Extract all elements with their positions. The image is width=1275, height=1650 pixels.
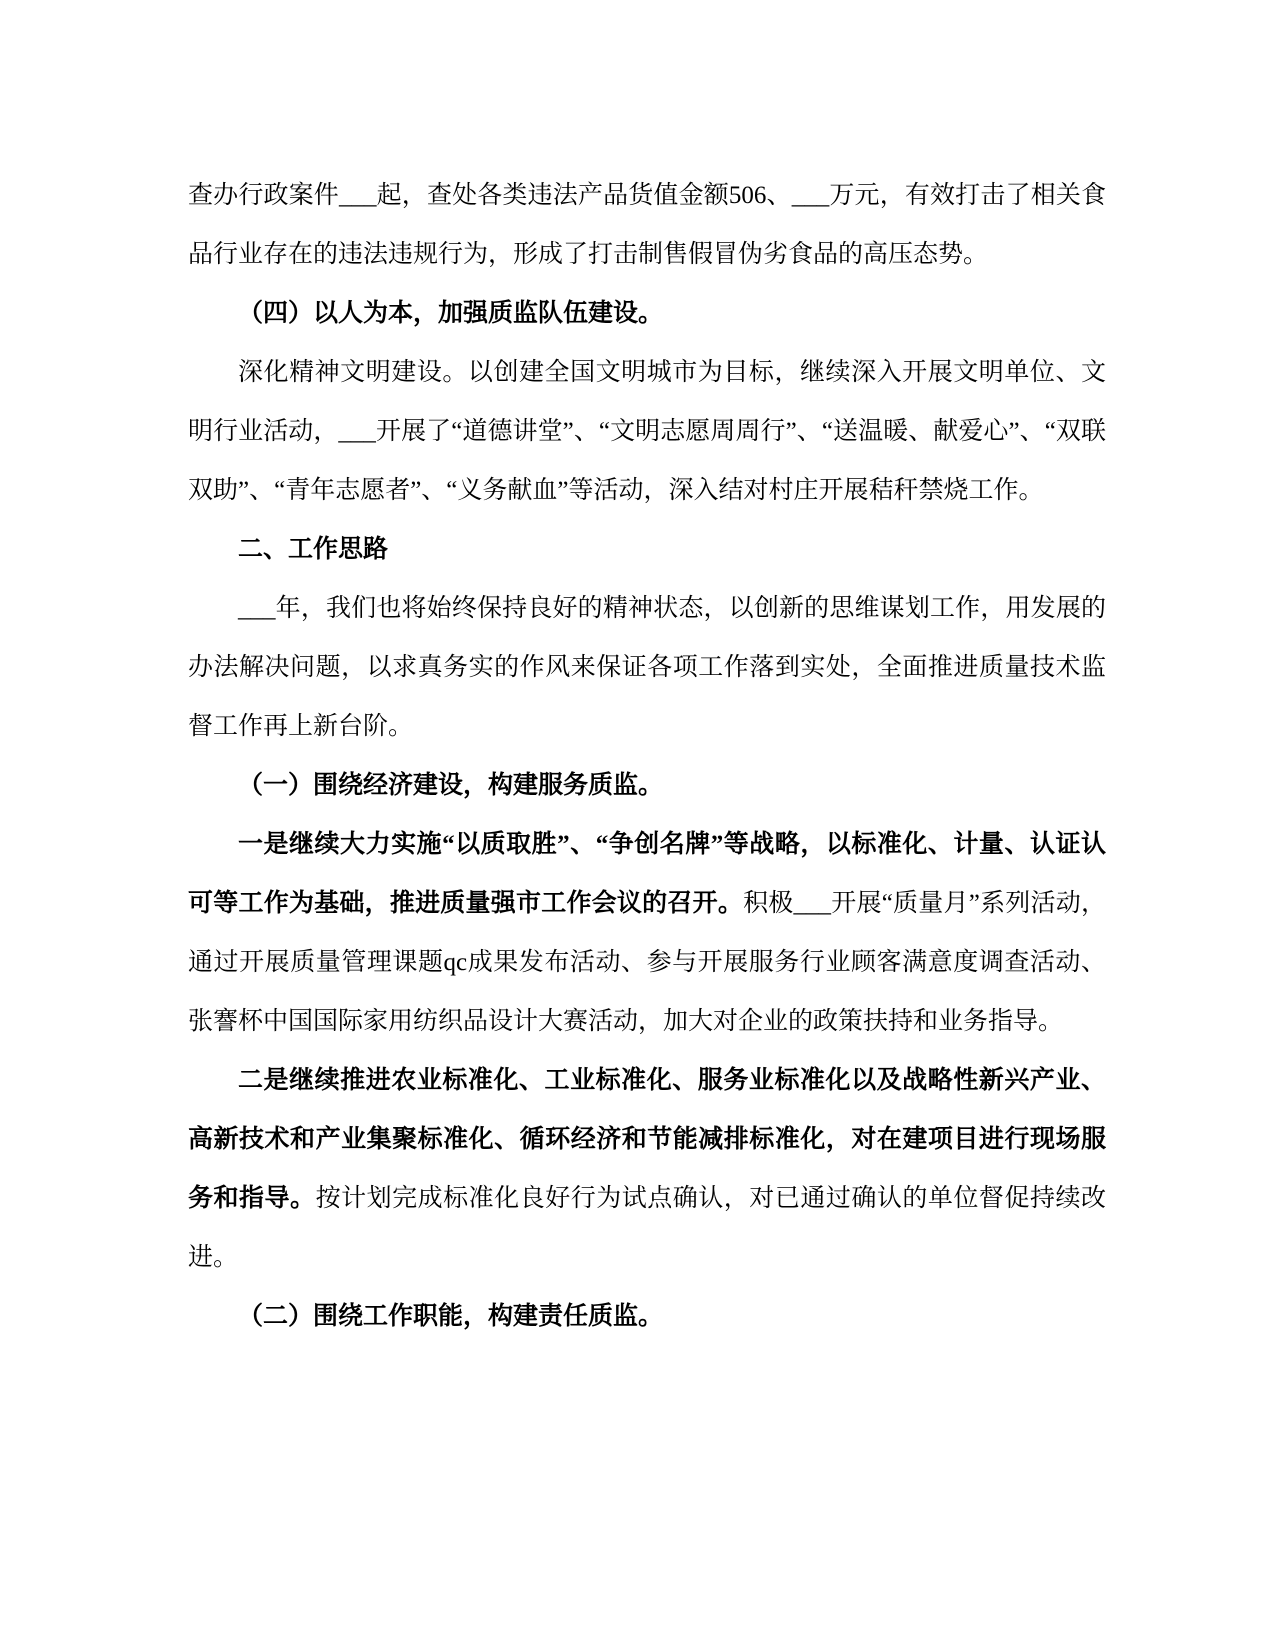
bold-text-segment: 二、工作思路 — [238, 536, 389, 563]
body-paragraph — [188, 1051, 1106, 1287]
body-paragraph — [188, 343, 1106, 520]
text-segment: 深化精神文明建设。以创建全国文明城市为目标，继续深入开展文明单位、文明行业活动，___开展了“道德讲堂”、“文明志愿周周行”、“送温暖、献爱心”、“双联双助”、“青年志愿者”、“义务献血”等活动，深入结对村庄开展秸秆禁烧工作。 — [188, 359, 1106, 504]
body-paragraph-continuation — [188, 166, 1106, 284]
text-segment: 按计划完成标准化良好行为试点确认，对已通过确认的单位督促持续改进。 — [188, 1185, 1106, 1271]
bold-text-segment: 一是继续大力实施“以质取胜”、“争创名牌”等战略，以标准化、计量、认证认可等工作为基础，推进质量强市工作会议的召开。 — [188, 831, 1106, 917]
body-paragraph — [188, 815, 1106, 1051]
text-segment: ___年，我们也将始终保持良好的精神状态，以创新的思维谋划工作，用发展的办法解决问题，以求真务实的作风来保证各项工作落到实处，全面推进质量技术监督工作再上新台阶。 — [188, 595, 1106, 740]
section-heading — [188, 1287, 1106, 1346]
bold-text-segment: （四）以人为本，加强质监队伍建设。 — [238, 300, 664, 327]
text-segment: 查办行政案件___起，查处各类违法产品货值金额506、___万元，有效打击了相关食品行业存在的违法违规行为，形成了打击制售假冒伪劣食品的高压态势。 — [188, 182, 1106, 268]
bold-text-segment: （二）围绕工作职能，构建责任质监。 — [238, 1303, 664, 1330]
bold-text-segment: 二是继续推进农业标准化、工业标准化、服务业标准化以及战略性新兴产业、高新技术和产业集聚标准化、循环经济和节能减排标准化，对在建项目进行现场服务和指导。 — [188, 1067, 1106, 1212]
section-heading — [188, 756, 1106, 815]
document-content — [188, 166, 1106, 1346]
section-heading — [188, 284, 1106, 343]
body-paragraph — [188, 579, 1106, 756]
chapter-heading — [188, 520, 1106, 579]
bold-text-segment: （一）围绕经济建设，构建服务质监。 — [238, 772, 664, 799]
text-segment: 积极___开展“质量月”系列活动，通过开展质量管理课题qc成果发布活动、参与开展服务行业顾客满意度调查活动、张謇杯中国国际家用纺织品设计大赛活动，加大对企业的政策扶持和业务指导。 — [188, 890, 1106, 1035]
